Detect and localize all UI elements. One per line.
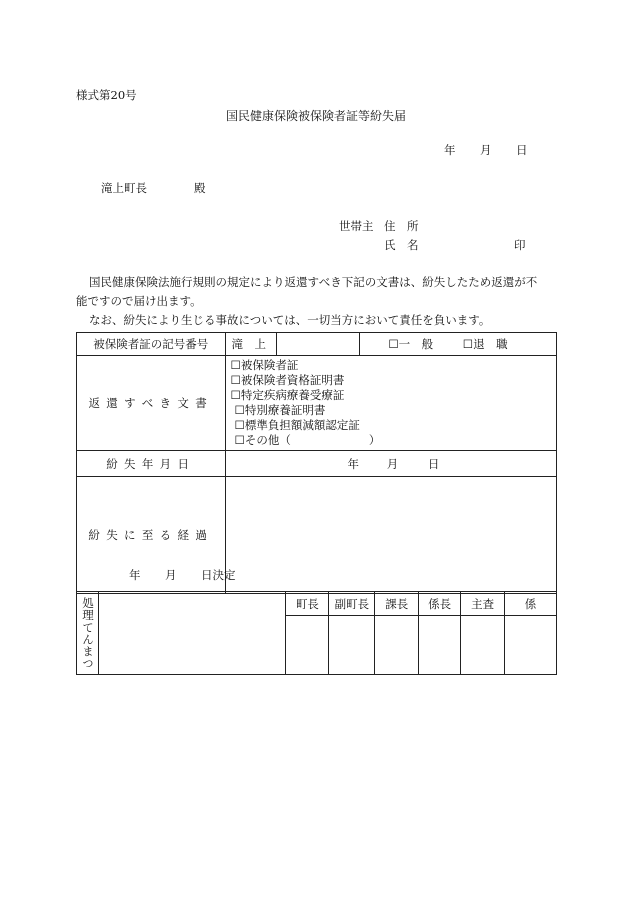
documents-to-return-label: 返還すべき文書 [77,356,226,451]
insurance-type [360,333,557,356]
loss-date-month: 月 [386,456,399,471]
doc-other-checkbox[interactable] [235,433,405,448]
loss-circumstances-label: 紛失に至る経過 [77,477,226,594]
doc-other-label: ☐その他（ [234,433,291,447]
doc-reduction-certificate-checkbox[interactable]: ☐標準負担額減額認定証 [234,418,360,432]
loss-date-field[interactable] [225,451,556,477]
processing-notes-field[interactable] [98,592,286,675]
decision-day: 日決定 [201,568,236,582]
household-head-label: 世帯主 [339,219,374,233]
addressee-name: 滝上町長 [101,181,147,195]
loss-circumstances-field[interactable] [225,477,556,594]
decision-month: 月 [165,568,177,582]
loss-date-year: 年 [347,456,360,471]
addressee-honorific: 殿 [194,181,206,195]
form-number: 様式第20号 [76,88,137,102]
loss-date-day: 日 [427,456,440,471]
stamp-box-senior-staff[interactable] [461,616,505,675]
processing-table [76,591,557,675]
day-label: 日 [516,143,528,157]
retired-checkbox[interactable]: ☐退 職 [462,337,508,351]
documents-to-return-options [225,356,556,451]
doc-other-close-paren: ） [368,433,381,447]
role-senior-staff: 主査 [461,592,505,616]
body-paragraph-2: なお、紛失により生じる事故については、一切当方において責任を負います。 [89,313,491,327]
processing-label-cell [77,592,99,675]
role-mayor: 町長 [286,592,329,616]
stamp-box-deputy-mayor[interactable] [329,616,375,675]
decision-year: 年 [129,568,141,582]
doc-special-care-certificate-checkbox[interactable]: ☐特別療養証明書 [234,403,326,417]
stamp-box-mayor[interactable] [286,616,329,675]
month-label: 月 [480,143,492,157]
card-number-field[interactable] [277,333,360,356]
stamp-box-staff[interactable] [505,616,557,675]
doc-eligibility-certificate-checkbox[interactable]: ☐被保険者資格証明書 [230,373,345,387]
role-deputy-mayor: 副町長 [329,592,375,616]
body-paragraph-1: 国民健康保険法施行規則の規定により返還すべき下記の文書は、紛失したため返還が不 [89,275,538,289]
loss-details-table [76,332,557,594]
processing-label: 処理てんまつ [80,596,95,670]
insurance-card-number-label: 被保険者証の記号番号 [77,333,226,356]
doc-insurance-card-checkbox[interactable]: ☐被保険者証 [230,358,299,372]
year-label: 年 [444,143,456,157]
stamp-box-unit-chief[interactable] [419,616,461,675]
card-number-prefix: 滝 上 [225,333,277,356]
role-section-chief: 課長 [375,592,419,616]
page-title: 国民健康保険被保険者証等紛失届 [226,109,407,123]
body-paragraph-1-continued: 能ですので届け出ます。 [76,294,202,308]
role-unit-chief: 係長 [419,592,461,616]
role-staff: 係 [505,592,557,616]
name-label: 氏 名 [384,238,419,252]
stamp-box-section-chief[interactable] [375,616,419,675]
doc-specific-disease-certificate-checkbox[interactable]: ☐特定疾病療養受療証 [230,388,345,402]
seal-mark: 印 [514,238,526,252]
general-checkbox[interactable]: ☐一 般 [388,337,434,351]
address-label: 住 所 [384,219,419,233]
loss-date-label: 紛失年月日 [77,451,226,477]
